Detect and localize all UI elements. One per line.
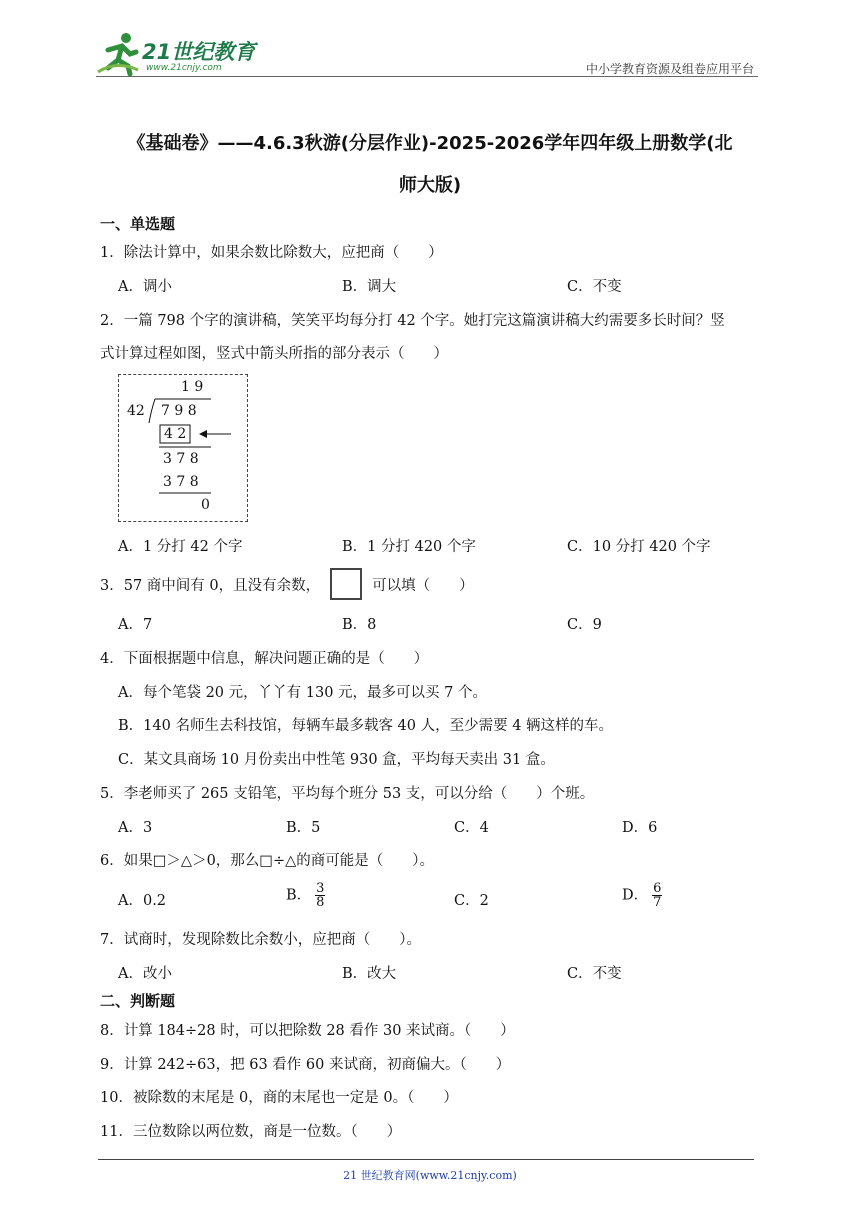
section-heading-single-choice: 一、单选题 [100, 215, 176, 233]
logo-url: www.21cnjy.com [146, 63, 222, 73]
question-1: 1．除法计算中，如果余数比除数大，应把商（ ） [100, 245, 443, 261]
division-step1: 4 2 [164, 426, 187, 442]
doc-title-line1: 《基础卷》——4.6.3秋游(分层作业)-2025-2026学年四年级上册数学(北 [127, 133, 733, 154]
doc-title-line2: 师大版) [398, 175, 462, 196]
fraction-denominator: 8 [316, 895, 325, 910]
runner-logo-icon [96, 30, 140, 76]
q4-option-b: B．140 名师生去科技馆，每辆车最多载客 40 人，至少需要 4 辆这样的车。 [118, 718, 614, 734]
q2-option-b: B．1 分打 420 个字 [342, 539, 476, 555]
logo [96, 30, 266, 78]
q5-option-b: B．5 [286, 820, 321, 836]
fraction-6-7 [652, 882, 662, 909]
division-remainder: 0 [201, 497, 210, 513]
question-4: 4．下面根据题中信息，解决问题正确的是（ ） [100, 651, 429, 667]
logo-text: 21世纪教育 [142, 40, 256, 64]
q3-option-c: C．9 [567, 617, 602, 633]
q5-option-a: A．3 [118, 820, 153, 836]
question-7: 7．试商时，发现除数比余数小，应把商（ ）。 [100, 932, 421, 948]
q1-option-c: C．不变 [567, 279, 622, 295]
q2-option-a: A．1 分打 42 个字 [118, 539, 243, 555]
header-divider [96, 76, 758, 77]
section-heading-true-false: 二、判断题 [100, 992, 176, 1010]
division-dividend: 7 9 8 [161, 403, 197, 419]
fraction-numerator: 6 [653, 881, 662, 896]
q2-option-c: C．10 分打 420 个字 [567, 539, 711, 555]
q4-option-c: C．某文具商场 10 月份卖出中性笔 930 盒，平均每天卖出 31 盒。 [118, 752, 555, 768]
question-2-line1: 2．一篇 798 个字的演讲稿，笑笑平均每分打 42 个字。她打完这篇演讲稿大约需要多长时间？竖 [100, 313, 725, 329]
question-3 [100, 570, 474, 602]
question-6: 6．如果□＞△＞0，那么□÷△的商可能是（ ）。 [100, 853, 435, 869]
division-step2: 3 7 8 [163, 451, 199, 467]
q6-option-c: C．2 [454, 893, 489, 909]
q6-option-d-label: D． [622, 887, 649, 904]
q3-option-a: A．7 [118, 617, 153, 633]
question-11: 11．三位数除以两位数，商是一位数。（ ） [100, 1124, 402, 1140]
q7-option-a: A．改小 [118, 966, 172, 982]
q4-option-a: A．每个笔袋 20 元，丫丫有 130 元，最多可以买 7 个。 [118, 685, 487, 701]
fraction-numerator: 3 [316, 881, 325, 896]
question-5: 5．李老师买了 265 支铅笔，平均每个班分 53 支，可以分给（ ）个班。 [100, 786, 595, 802]
fraction-3-8 [315, 882, 325, 909]
q7-option-b: B．改大 [342, 966, 397, 982]
fraction-denominator: 7 [653, 895, 662, 910]
division-lines [119, 375, 247, 521]
footer-divider [98, 1159, 754, 1160]
question-2-line2: 式计算过程如图，竖式中箭头所指的部分表示（ ） [100, 346, 448, 362]
long-division-figure [118, 374, 248, 522]
division-divisor: 42 [127, 403, 145, 419]
question-9: 9．计算 242÷63，把 63 看作 60 来试商，初商偏大。（ ） [100, 1057, 511, 1073]
footer-text: 21 世纪教育网(www.21cnjy.com) [343, 1169, 517, 1182]
q6-option-b-label: B． [286, 887, 312, 904]
page-header [96, 30, 758, 78]
q5-option-c: C．4 [454, 820, 489, 836]
q6-option-a: A．0.2 [118, 893, 167, 909]
q6-option-b [286, 882, 325, 909]
q3-option-b: B．8 [342, 617, 377, 633]
question-8: 8．计算 184÷28 时，可以把除数 28 看作 30 来试商。（ ） [100, 1023, 515, 1039]
q7-option-c: C．不变 [567, 966, 622, 982]
arrow-icon [199, 430, 207, 438]
q1-option-b: B．调大 [342, 279, 397, 295]
q1-option-a: A．调小 [118, 279, 172, 295]
q3-text-post: 可以填（ ） [372, 578, 474, 594]
q5-option-d: D．6 [622, 820, 658, 836]
blank-box [330, 568, 362, 600]
q3-text-pre: 3．57 商中间有 0，且没有余数， [100, 578, 321, 594]
division-step3: 3 7 8 [163, 474, 199, 490]
header-platform-text: 中小学教育资源及组卷应用平台 [585, 62, 754, 76]
question-10: 10．被除数的末尾是 0，商的末尾也一定是 0。（ ） [100, 1090, 458, 1106]
q6-option-d [622, 882, 662, 909]
division-quotient: 1 9 [181, 379, 204, 395]
